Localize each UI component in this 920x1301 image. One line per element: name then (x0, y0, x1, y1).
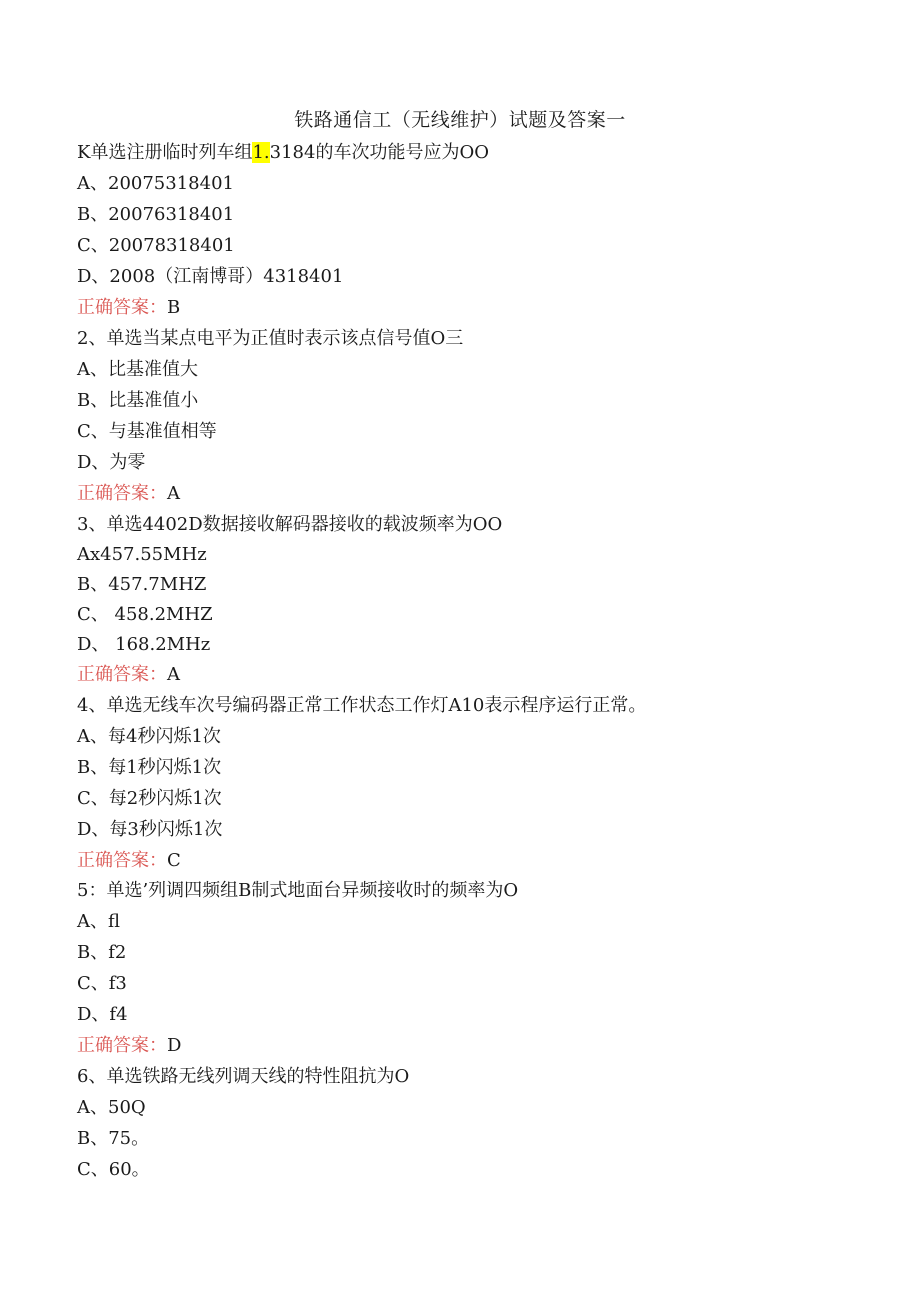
answer-line (77, 481, 180, 507)
option-b: B、457.7MHZ (77, 574, 207, 595)
answer-label: 正确答案： (77, 664, 167, 685)
option-d: D、为零 (77, 452, 146, 473)
option-c: C、 458.2MHZ (77, 604, 213, 625)
answer-value: A (167, 483, 180, 504)
option-c: C、60。 (77, 1159, 150, 1180)
option-b: B、每1秒闪烁1次 (77, 757, 222, 778)
option-a: A、比基准值大 (77, 359, 198, 380)
option-d: D、 168.2MHz (77, 634, 211, 655)
option-c: C、f3 (77, 973, 127, 994)
document-title: 铁路通信工（无线维护）试题及答案一 (294, 109, 626, 131)
stem-text: K单选注册临时列车组 (77, 142, 253, 163)
option-b: B、比基准值小 (77, 390, 199, 411)
question-stem: 5：单选’列调四频组B制式地面台异频接收时的频率为O (77, 880, 519, 901)
question-stem (77, 140, 489, 166)
answer-line (77, 295, 180, 321)
option-b: B、f2 (77, 942, 127, 963)
option-a: A、20075318401 (77, 173, 234, 194)
answer-line (77, 1033, 181, 1059)
question-stem: 6、单选铁路无线列调天线的特性阻抗为O (77, 1066, 410, 1087)
answer-label: 正确答案： (77, 850, 167, 871)
option-a: A、fl (77, 911, 121, 932)
answer-value: D (167, 1035, 182, 1056)
option-d: D、每3秒闪烁1次 (77, 819, 223, 840)
option-c: C、与基准值相等 (77, 421, 217, 442)
answer-label: 正确答案： (77, 297, 167, 318)
answer-value: B (167, 297, 181, 318)
answer-value: A (167, 664, 180, 685)
question-stem: 4、单选无线车次号编码器正常工作状态工作灯A10表示程序运行正常。 (77, 695, 647, 716)
option-d: D、2008（江南博哥）4318401 (77, 266, 344, 287)
option-a: Ax457.55MHz (77, 544, 207, 565)
answer-label: 正确答案： (77, 1035, 167, 1056)
question-stem: 3、单选4402D数据接收解码器接收的载波频率为OO (77, 514, 503, 535)
option-c: C、每2秒闪烁1次 (77, 788, 222, 809)
option-a: A、50Q (77, 1097, 146, 1118)
option-d: D、f4 (77, 1004, 128, 1025)
option-b: B、75。 (77, 1128, 150, 1149)
question-stem: 2、单选当某点电平为正值时表示该点信号值O三 (77, 328, 464, 349)
answer-line (77, 848, 181, 874)
answer-line (77, 662, 180, 688)
answer-label: 正确答案： (77, 483, 167, 504)
option-b: B、20076318401 (77, 204, 235, 225)
answer-value: C (167, 850, 181, 871)
option-a: A、每4秒闪烁1次 (77, 726, 221, 747)
stem-text: 3184的车次功能号应为OO (269, 142, 489, 163)
highlighted-text: 1. (252, 142, 270, 163)
option-c: C、20078318401 (77, 235, 235, 256)
